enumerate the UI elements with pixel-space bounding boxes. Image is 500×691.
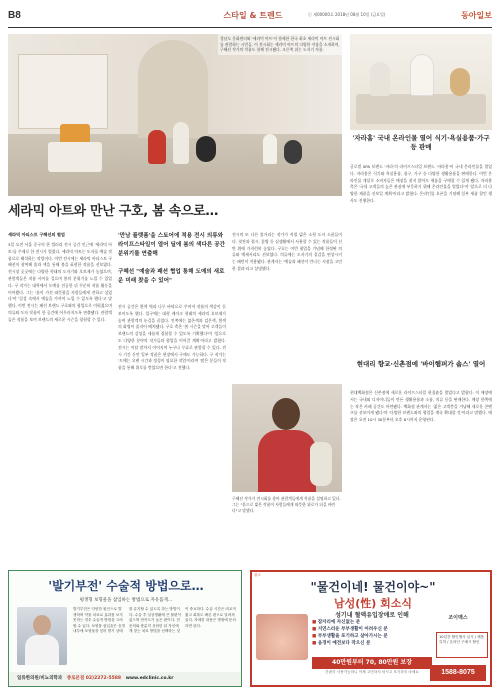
- ad-subtitle: 평생형 보형물을 삽입하는 방법으로 자유롭게…: [79, 598, 173, 603]
- ad-title-2: 남성(性) 회소식: [333, 597, 412, 610]
- brand-name: 조이맥스: [448, 615, 468, 621]
- main-photo: [8, 34, 342, 196]
- ad-footer: [9, 672, 241, 686]
- ad-title: '발기부전' 수술적 방법으로…: [48, 579, 204, 593]
- right-article-body-2: 현대백화점은 신촌점에 새로운 라이프스타일 편집숍을 열었다고 밝혔다. 이 매장에서는 국내외 디자이너들이 만든 생활용품과 소품, 의류 등을 판매한다. 매장 한쪽에는 작은 카페 공간도 마련됐다. 백화점 관계자는 '젊은 고객층을 겨냥해 새로운 콘텐츠를 선보이게 됐다'며 '다양한 브랜드와의 협업을 계속 확대할 것'이라고 말했다. 매장은 오전 10시 30분부터 오후 8시까지 운영된다.: [350, 390, 492, 423]
- ad-bullets: [312, 619, 432, 647]
- section-title: 스타일 & 트렌드: [223, 11, 283, 20]
- issue-meta: ⓒ 제00000호 2018년 08월 10일 (금요일): [308, 12, 386, 17]
- page-header: [8, 8, 492, 28]
- bullet-item: ■ 잠자리에 자신없는 분: [312, 619, 432, 626]
- pull-quote-2: 구혜선 "예술과 패션 협업 통해 도예의 새로운 미래 찾을 수 있어": [118, 269, 225, 284]
- clinic-phone: 종로본점 02)2272-5588: [66, 676, 122, 681]
- promo-box: 10년간 할인행사 실시 / 제품 특허 / 온라인 구매시 할인: [436, 632, 488, 658]
- headline: 세라믹 아트와 만난 구호, 봄 속으로…: [8, 204, 219, 219]
- ad-body: 발기부전은 다양한 원인으로 발생하며 약물 치료로 효과를 보지 못하는 경우 수술적 방법을 고려할 수 있다. 보형물 삽입술은 음경 내부에 보형물을 넣어 발기 상태를 유지할 수 있도록 하는 방법이다. 수술 후 일상생활에 큰 불편이 없으며 만족도가 높은 편이다. 전문의와 충분히 상담한 뒤 자신에게 맞는 치료 방법을 선택하는 것이 중요하다. 수술 시간은 비교적 짧고 회복도 빠른 편으로 알려져 있다. 자세한 내용은 병원에 문의하면 된다.: [73, 607, 236, 634]
- ad-title: "물건이네! 물건이야~": [310, 580, 436, 594]
- portrait-caption: 구혜선 작가가 전시회를 찾아 관람객들에게 작품을 설명하고 있다. 그는 "흙으로 빚은 작품이 사람들에게 따뜻한 위로가 되길 바란다"고 말했다.: [232, 496, 341, 513]
- right-article-title-2: 현대리 향교·신촌점에 '바이헴퍼가 숍스' 열어: [356, 360, 486, 368]
- product-advertisement[interactable]: [250, 570, 492, 687]
- clinic-name: 일류한의원/비뇨의학과: [17, 676, 63, 681]
- clinic-url[interactable]: www.edclinic.co.kr: [125, 676, 174, 681]
- price-banner: 40만원부터 70, 80만원 보장: [312, 657, 432, 669]
- right-article-body-1: 글로벌 SPA 브랜드 '자라'의 라이프스타일 브랜드 '자라홈'이 국내 온라인몰을 열었다. 자라홈은 식기와 욕실용품, 침구, 가구 등 다양한 생활용품을 판매한다. 이번 온라인몰 개설로 소비자들은 매장을 찾지 않아도 제품을 구매할 수 있게 됐다. 자라홈 측은 '국내 고객들의 높은 관심에 부응하기 위해 온라인몰을 열었다'며 '앞으로 더 다양한 제품을 선보일 계획'이라고 밝혔다. 온라인몰 오픈을 기념해 일부 제품 할인 행사도 진행한다.: [350, 164, 492, 203]
- ad-tag: 광고: [254, 573, 261, 577]
- article-column-1: [8, 232, 112, 562]
- bullet-item: ■ 부부생활을 포기하고 살아가시는 분: [312, 633, 432, 640]
- product-photo: [256, 614, 308, 660]
- column-body: 3일 오전 서울 중구의 한 갤러리 전시 공간 인근에 '세라믹 아트'를 주제로 한 전시가 열렸다. 세라믹 아트는 도자를 예술 작품으로 해석하는 작업이다. 이번 전시에는 세라믹 아티스트 구혜선이 참여해 흙과 색을 통해 봄을 표현한 작품을 선보였다. 전시장 곳곳에는 다양한 형태의 도자기와 오브제가 놓였으며, 관람객들은 작품 사이를 걸으며 봄의 분위기를 느낄 수 있었다. 구 작가는 대학에서 도예를 전공한 뒤 꾸준히 작품 활동을 이어왔다. 그는 '흙이 가진 따뜻함을 사람들에게 전하고 싶었다'며 '일상 속에서 예술을 가까이 느낄 수 있도록 했다'고 말했다. 이번 전시는 패션 브랜드 구호와의 협업으로 이뤄졌으며 의류와 도자 작품이 한 공간에 어우러지도록 연출됐다. 관람객들은 작품을 보며 브랜드의 새로운 시즌을 경험할 수 있다.: [8, 242, 112, 322]
- bullet-item: ■ 음경이 예전보다 작으신 분: [312, 640, 432, 647]
- artist-portrait: [232, 384, 342, 492]
- column-subhead: 세라믹 아티스트 구혜선의 협업: [8, 232, 65, 237]
- newspaper-logo: 동아일보: [461, 10, 492, 20]
- article-column-2: 전시 공간은 흰색 벽과 나무 바닥으로 꾸며져 작품의 색감이 돋보이도록 했다. 입구에는 대형 케이크 형태의 세라믹 오브제가 놓여 관람객의 눈길을 끌었다. 안쪽에는 붉은색과 검은색, 흰색의 화병이 줄지어 배치됐다. 구호 측은 '봄 시즌을 맞아 고객들이 브랜드의 감성을 새롭게 경험할 수 있도록 기획했다'며 '앞으로도 다양한 분야의 작가들과 협업을 이어갈 계획'이라고 밝혔다. 전시는 이달 말까지 이어지며 누구나 무료로 관람할 수 있다. 전시 기간 동안 일부 작품은 현장에서 구매도 가능하다. 구 작가는 '도예는 오랜 시간과 정성이 필요한 작업'이라며 '많은 분들이 작품을 통해 위로를 받았으면 한다'고 전했다.: [118, 304, 226, 371]
- main-photo-caption: 경남도 문화센터와 '세라믹 아트'이 함께한 한국 최초 세라믹 아트 전시회를 관람하는 시민들. 이 전시회는 세라믹 아트의 다양한 작품을 소개하며, 구혜선 작가의 작품도 함께 전시됐다. 오른쪽 위는 도자기 작품.: [218, 34, 342, 55]
- right-photo: [350, 34, 492, 130]
- doctor-photo: [17, 607, 67, 665]
- page-number: B8: [8, 10, 21, 21]
- clinic-advertisement[interactable]: [8, 570, 242, 687]
- pull-quote-1: '만남 플랫폼'을 스토어에 적용 전시 의류와 라이프스타일이 열어 딜에 봄의 색다른 공간 분위기를 연출해: [118, 233, 226, 257]
- phone-number[interactable]: 1588-8075: [430, 665, 486, 681]
- right-article-title-1: '자라홈' 국내 온라인몰 열어 식기·욕실용품·가구 등 판매: [352, 134, 490, 151]
- ad-subtitle: 성기내 혈액유입장애로 인해: [335, 612, 409, 619]
- bullet-item: ■ 지연스러운 부부생활이 어려우신 분: [312, 626, 432, 633]
- ad-note: 간편히 사용가능하니 이제 고민하지 마시고 포기하지 마세요: [325, 670, 419, 674]
- article-column-3: 전시의 또 다른 볼거리는 작가가 직접 빚은 소형 도자 소품들이다. 찻잔과 접시, 꽃병 등 실생활에서 사용할 수 있는 작품들이 선반 위에 가지런히 놓였다. 구호는 이번 협업을 기념해 한정판 의류와 액세서리도 선보였다. 의류에는 도자기의 질감을 연상시키는 패턴이 적용됐다. 관계자는 '예술과 패션이 만나는 지점을 고민한 결과'라고 설명했다.: [232, 232, 342, 271]
